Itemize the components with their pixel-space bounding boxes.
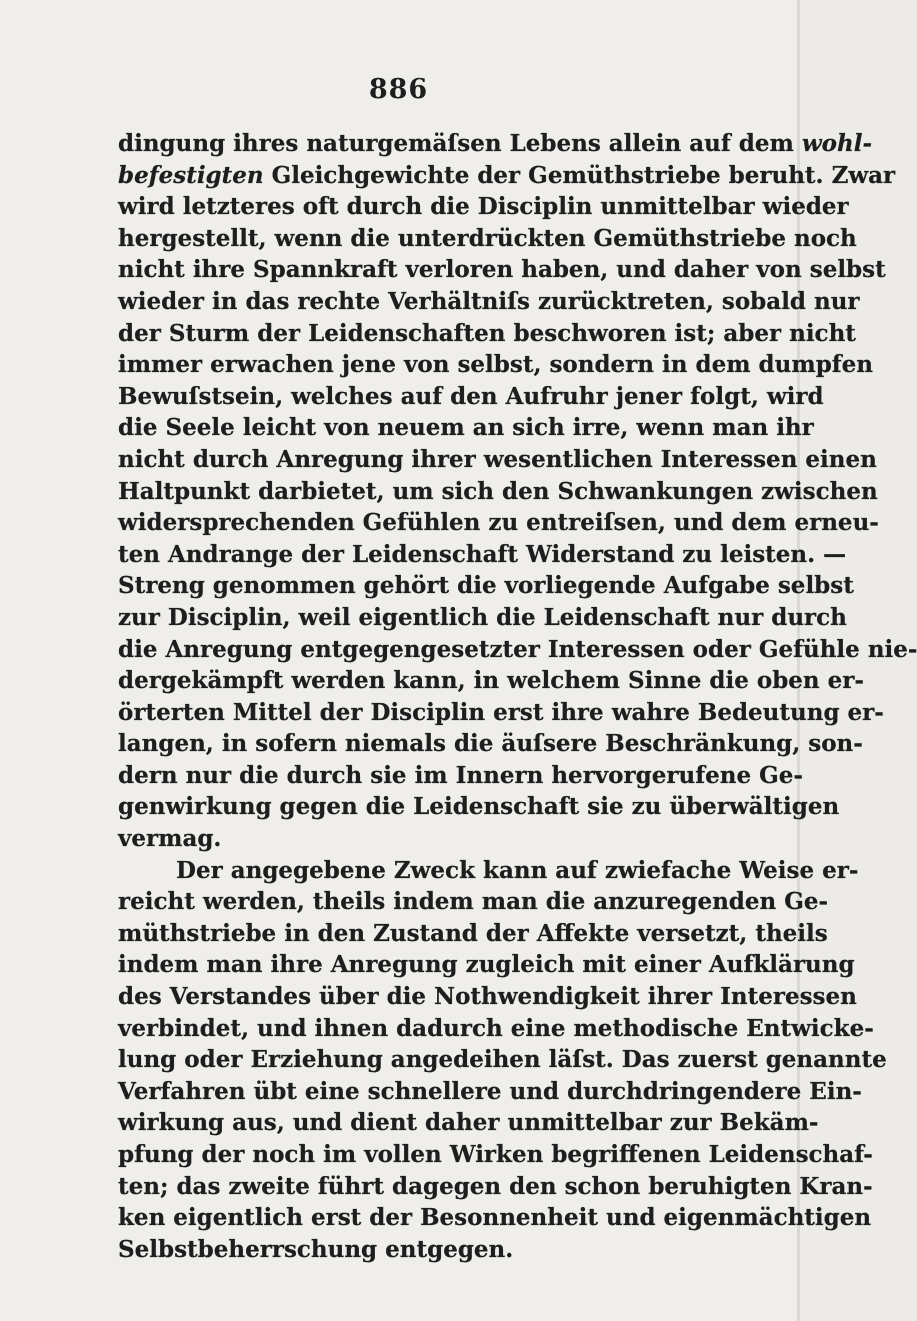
- text-line: [118, 823, 762, 855]
- line-text: nicht durch Anregung ihrer wesentlichen Interessen einen: [118, 445, 877, 473]
- line-text: Haltpunkt darbietet, um sich den Schwankungen zwischen: [118, 477, 878, 505]
- text-line: [118, 918, 828, 950]
- text-line: [118, 412, 814, 444]
- italic-word: wohl-: [801, 130, 872, 157]
- text-line: [118, 1234, 762, 1266]
- line-text: örterten Mittel der Disciplin erst ihre wahre Bedeutung er-: [118, 698, 884, 726]
- page-number: 886: [368, 74, 429, 105]
- text-line: [118, 1171, 873, 1203]
- line-text: wird letzteres oft durch die Disciplin unmittelbar wieder: [118, 193, 849, 221]
- line-text: der Sturm der Leidenschaften beschworen ist; aber nicht: [118, 319, 856, 347]
- line-text: pfung der noch im vollen Wirken begriffenen Leidenschaf-: [118, 1141, 873, 1168]
- line-text: reicht werden, theils indem man die anzuregenden Ge-: [118, 888, 829, 916]
- text-line: [118, 160, 896, 192]
- text-line: [118, 444, 877, 476]
- line-text: indem man ihre Anregung zugleich mit einer Aufklärung: [118, 951, 855, 979]
- text-line: [118, 760, 803, 792]
- text-line: [118, 1076, 862, 1108]
- line-text: die Seele leicht von neuem an sich irre, wenn man ihr: [118, 414, 814, 442]
- text-line: [118, 1044, 887, 1076]
- text-line: [118, 570, 854, 602]
- italic-word: befestigten: [118, 161, 272, 189]
- line-text: Gleichgewichte der Gemüthstriebe beruht. Zwar: [271, 161, 896, 189]
- text-line: [118, 191, 849, 223]
- text-line: [118, 1202, 872, 1234]
- text-line: [118, 949, 855, 981]
- line-text: ken eigentlich erst der Besonnenheit und eigenmächtigen: [118, 1204, 872, 1232]
- line-text: wieder in das rechte Verhältniſs zurücktreten, sobald nur: [118, 287, 860, 315]
- line-text: ten Andrange der Leidenschaft Widerstand zu leisten. —: [118, 540, 847, 568]
- line-text: müthstriebe in den Zustand der Affekte versetzt, theils: [118, 919, 828, 947]
- line-text: wirkung aus, und dient daher unmittelbar zur Bekäm-: [118, 1109, 819, 1137]
- body-text: [118, 128, 917, 1265]
- line-text: nicht ihre Spannkraft verloren haben, und daher von selbst: [118, 256, 886, 284]
- text-line: [118, 634, 917, 666]
- text-line: [118, 507, 879, 539]
- line-text: dingung ihres naturgemäſsen Lebens allein auf dem: [118, 130, 802, 157]
- text-line: [118, 697, 884, 729]
- text-line: [118, 318, 856, 350]
- line-text: Streng genommen gehört die vorliegende Aufgabe selbst: [118, 572, 854, 600]
- text-line: [118, 791, 840, 823]
- text-line: [118, 128, 872, 160]
- line-text: die Anregung entgegengesetzter Interessen oder Gefühle nie-: [118, 635, 917, 663]
- line-text: immer erwachen jene von selbst, sondern in dem dumpfen: [118, 351, 874, 379]
- line-text: lung oder Erziehung angedeihen läſst. Das zuerst genannte: [118, 1046, 887, 1074]
- text-line: [118, 855, 859, 887]
- text-line: [118, 1013, 874, 1045]
- text-line: [118, 539, 847, 571]
- line-text: Verfahren übt eine schnellere und durchdringendere Ein-: [118, 1077, 862, 1105]
- line-text: Selbstbeherrschung entgegen.: [118, 1235, 514, 1263]
- text-line: [118, 286, 860, 318]
- line-text: hergestellt, wenn die unterdrückten Gemüthstriebe noch: [118, 224, 857, 252]
- text-line: [118, 728, 863, 760]
- line-text: dergekämpft werden kann, in welchem Sinne die oben er-: [118, 667, 864, 695]
- line-text: dern nur die durch sie im Innern hervorgerufene Ge-: [118, 761, 803, 789]
- text-line: [118, 665, 864, 697]
- text-line: [118, 886, 829, 918]
- line-text: langen, in sofern niemals die äuſsere Beschränkung, son-: [118, 730, 863, 758]
- paragraph-1: [118, 128, 917, 855]
- text-line: [118, 223, 857, 255]
- text-line: [118, 981, 857, 1013]
- text-line: [118, 602, 847, 634]
- line-text: widersprechenden Gefühlen zu entreiſsen, und dem erneu-: [118, 509, 879, 537]
- text-line: [118, 381, 824, 413]
- line-text: Der angegebene Zweck kann auf zwiefache Weise er-: [176, 856, 859, 884]
- text-line: [118, 476, 878, 508]
- paragraph-2: [118, 855, 887, 1266]
- text-line: [118, 349, 874, 381]
- text-line: [118, 254, 886, 286]
- line-text: zur Disciplin, weil eigentlich die Leidenschaft nur durch: [118, 603, 847, 631]
- text-line: [118, 1107, 819, 1139]
- line-text: des Verstandes über die Nothwendigkeit ihrer Interessen: [118, 983, 857, 1011]
- line-text: verbindet, und ihnen dadurch eine methodische Entwicke-: [118, 1014, 874, 1042]
- line-text: genwirkung gegen die Leidenschaft sie zu überwältigen: [118, 793, 840, 821]
- line-text: Bewuſstsein, welches auf den Aufruhr jener folgt, wird: [118, 382, 824, 410]
- line-text: vermag.: [118, 825, 222, 853]
- line-text: ten; das zweite führt dagegen den schon beruhigten Kran-: [118, 1172, 873, 1200]
- text-line: [118, 1139, 873, 1171]
